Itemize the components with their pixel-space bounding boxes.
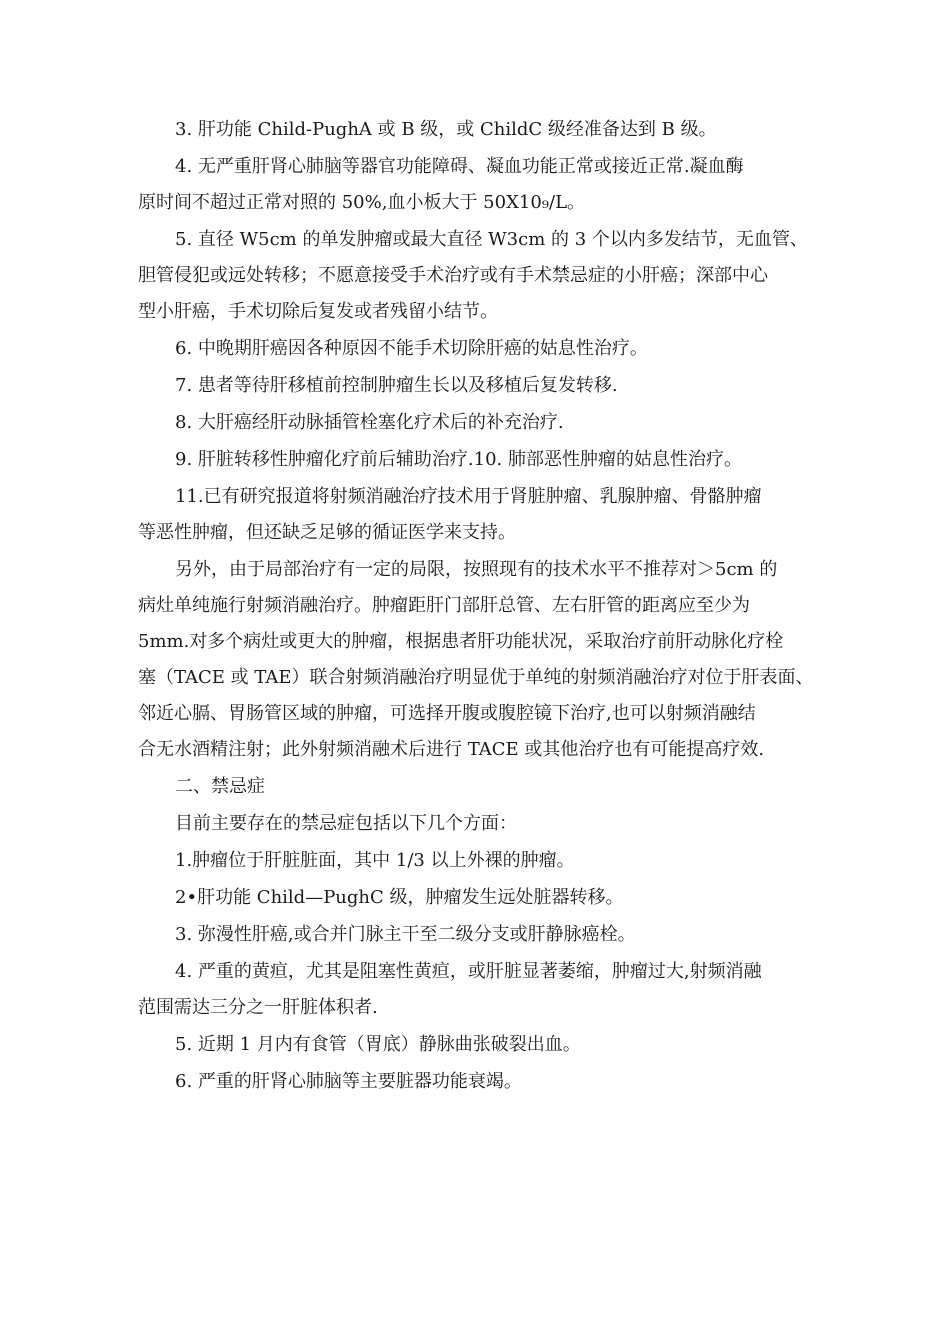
paragraph-contraindication-6	[138, 1064, 828, 1100]
text-line: 5. 直径 W5cm 的单发肿瘤或最大直径 W3cm 的 3 个以内多发结节，无血管、	[175, 229, 808, 250]
paragraph-contraindication-4	[138, 954, 828, 1026]
document-body	[138, 112, 828, 1101]
text-line: 6. 中晚期肝癌因各种原因不能手术切除肝癌的姑息性治疗。	[175, 338, 648, 359]
text-line: 11.已有研究报道将射频消融治疗技术用于肾脏肿瘤、乳腺肿瘤、骨骼肿瘤	[175, 486, 762, 507]
paragraph-indication-5	[138, 222, 828, 330]
text-line: 合无水酒精注射；此外射频消融术后进行 TACE 或其他治疗也有可能提高疗效.	[138, 739, 765, 760]
text-line: 3. 肝功能 Child-PughA 或 B 级，或 ChildC 级经准备达到 B 级。	[175, 119, 717, 140]
text-line: 4. 严重的黄疸，尤其是阻塞性黄疸，或肝脏显著萎缩，肿瘤过大,射频消融	[175, 961, 762, 982]
paragraph-contraindication-3	[138, 917, 828, 953]
text-line: 型小肝癌，手术切除后复发或者残留小结节。	[138, 301, 498, 322]
paragraph-contraindication-5	[138, 1027, 828, 1063]
text-line: 3. 弥漫性肝癌,或合并门脉主干至二级分支或肝静脉癌栓。	[175, 924, 636, 945]
text-line: 4. 无严重肝肾心肺脑等器官功能障碍、凝血功能正常或接近正常.凝血酶	[175, 156, 744, 177]
text-line: 2•肝功能 Child—PughC 级，肿瘤发生远处脏器转移。	[175, 887, 624, 908]
text-line: 范围需达三分之一肝脏体积者.	[138, 997, 378, 1018]
text-line: 1.肿瘤位于肝脏脏面，其中 1/3 以上外裸的肿瘤。	[175, 850, 575, 871]
paragraph-indication-6	[138, 331, 828, 367]
paragraph-contraindications-intro	[138, 806, 828, 842]
text-line: 原时间不超过正常对照的 50%,血小板大于 50X10₉/L。	[138, 192, 586, 213]
text-line: 6. 严重的肝肾心肺脑等主要脏器功能衰竭。	[175, 1071, 522, 1092]
text-line: 病灶单纯施行射频消融治疗。肿瘤距肝门部肝总管、左右肝管的距离应至少为	[138, 595, 750, 616]
text-line: 胆管侵犯或远处转移；不愿意接受手术治疗或有手术禁忌症的小肝癌；深部中心	[138, 265, 768, 286]
text-line: 二、禁忌症	[175, 776, 265, 797]
paragraph-indication-11	[138, 479, 828, 551]
text-line: 8. 大肝癌经肝动脉插管栓塞化疗术后的补充治疗.	[175, 412, 564, 433]
paragraph-indication-4	[138, 149, 828, 221]
text-line: 邻近心膈、胃肠管区域的肿瘤，可选择开腹或腹腔镜下治疗,也可以射频消融结	[138, 703, 756, 724]
text-line: 9. 肝脏转移性肿瘤化疗前后辅助治疗.10. 肺部恶性肿瘤的姑息性治疗。	[175, 449, 742, 470]
section-heading-contraindications	[138, 769, 828, 805]
text-line: 目前主要存在的禁忌症包括以下几个方面：	[175, 813, 517, 834]
paragraph-additional-notes	[138, 552, 828, 768]
text-line: 等恶性肿瘤，但还缺乏足够的循证医学来支持。	[138, 522, 516, 543]
paragraph-indication-8	[138, 405, 828, 441]
paragraph-contraindication-2	[138, 880, 828, 916]
text-line: 5mm.对多个病灶或更大的肿瘤，根据患者肝功能状况，采取治疗前肝动脉化疗栓	[138, 631, 784, 652]
paragraph-contraindication-1	[138, 843, 828, 879]
text-line: 塞（TACE 或 TAE）联合射频消融治疗明显优于单纯的射频消融治疗对位于肝表面、	[138, 667, 814, 688]
paragraph-indication-9-10	[138, 442, 828, 478]
paragraph-indication-7	[138, 368, 828, 404]
text-line: 5. 近期 1 月内有食管（胃底）静脉曲张破裂出血。	[175, 1034, 581, 1055]
paragraph-indication-3	[138, 112, 828, 148]
text-line: 7. 患者等待肝移植前控制肿瘤生长以及移植后复发转移.	[175, 375, 618, 396]
text-line: 另外，由于局部治疗有一定的局限，按照现有的技术水平不推荐对＞5cm 的	[175, 559, 778, 580]
